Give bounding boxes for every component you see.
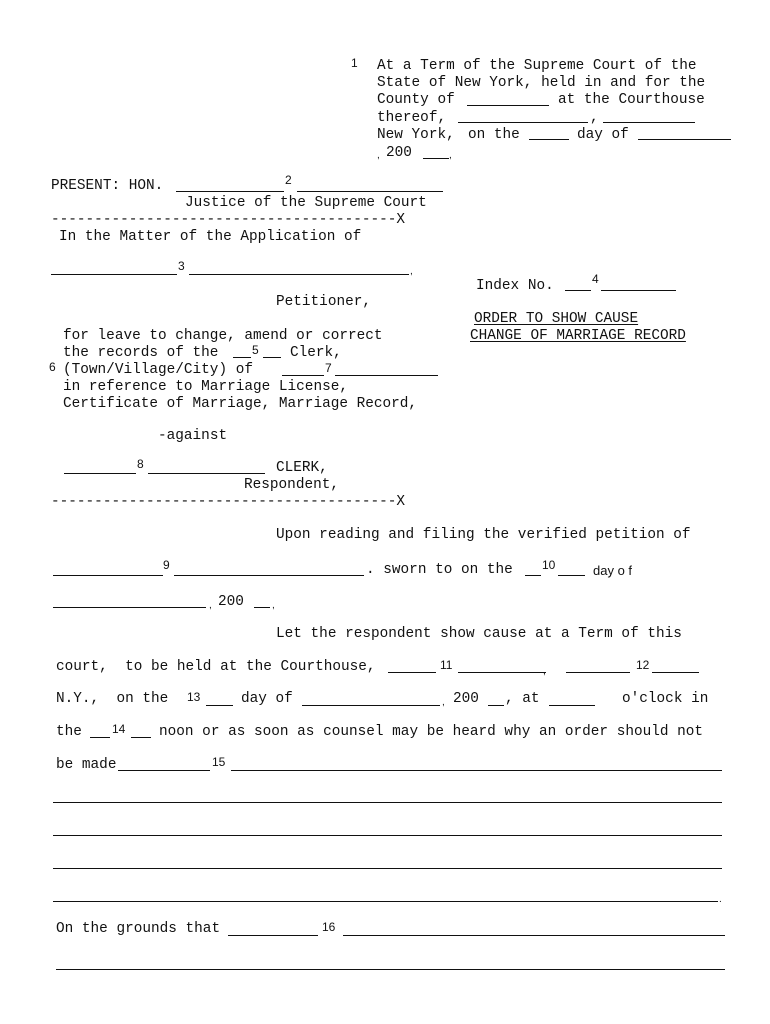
sworn-day-blank-1[interactable] (525, 575, 541, 576)
hearing-at-label: , at (505, 691, 540, 707)
grounds-label: On the grounds that (56, 921, 221, 937)
header-year-comma-2: , (449, 150, 452, 161)
hearing-year-label: 200 (453, 691, 479, 707)
field-marker-13: 13 (187, 690, 201, 704)
field-marker-3: 3 (178, 259, 185, 273)
upon-reading-line: Upon reading and filing the verified petition of (276, 527, 691, 543)
index-blank-2[interactable] (601, 290, 676, 291)
hearing-day-of-label: day of (241, 691, 293, 707)
sworn-day-blank-2[interactable] (558, 575, 585, 576)
applicant-blank-1[interactable] (51, 274, 177, 275)
field-marker-15: 15 (212, 755, 226, 769)
field-marker-4: 4 (592, 272, 599, 286)
relief-blank-1[interactable] (118, 770, 210, 771)
header-year-label: 200 (386, 145, 412, 161)
day-blank[interactable] (529, 139, 569, 140)
index-blank-1[interactable] (565, 290, 591, 291)
sworn-month-comma: , (209, 600, 212, 611)
against-label: -against (158, 428, 228, 444)
header-thereof-comma: , (590, 110, 599, 126)
let-respondent-line: Let the respondent show cause at a Term of this (276, 626, 682, 642)
sworn-year-blank[interactable] (254, 607, 270, 608)
hearing-month-comma: , (442, 697, 445, 708)
field-marker-6: 6 (49, 360, 56, 374)
field-marker-1: 1 (351, 56, 358, 70)
justice-name-blank-2[interactable] (297, 191, 443, 192)
petitioner-name-blank-2[interactable] (174, 575, 364, 576)
ny-on-the-label: N.Y., on the (56, 691, 169, 707)
header-line-2: State of New York, held in and for the (377, 75, 706, 91)
relief-line-2[interactable] (53, 802, 722, 803)
sworn-month-blank[interactable] (53, 607, 206, 608)
grounds-blank-1[interactable] (228, 935, 318, 936)
town-label: (Town/Village/City) of (63, 362, 253, 378)
clerk-type-blank-2[interactable] (263, 357, 281, 358)
caption-divider-bottom: ----------------------------------------X (51, 494, 406, 510)
header-county-label: County of (377, 92, 455, 108)
field-marker-14: 14 (112, 722, 126, 736)
header-day-of-label: day of (577, 127, 629, 143)
courthouse-comma: , (543, 666, 546, 677)
respondent-label: Respondent, (244, 477, 339, 493)
month-blank[interactable] (638, 139, 731, 140)
header-thereof-label: thereof, (377, 110, 447, 126)
grounds-line-2[interactable] (56, 969, 725, 970)
respondent-blank-2[interactable] (148, 473, 265, 474)
relief-line-4[interactable] (53, 868, 722, 869)
field-marker-10: 10 (542, 558, 556, 572)
court-held-label: court, to be held at the Courthouse, (56, 659, 376, 675)
applicant-blank-2[interactable] (189, 274, 409, 275)
field-marker-2: 2 (285, 173, 292, 187)
hearing-day-blank[interactable] (206, 705, 233, 706)
header-on-the-label: on the (468, 127, 520, 143)
index-label: Index No. (476, 278, 554, 294)
thereof-blank-2[interactable] (603, 122, 695, 123)
county-blank[interactable] (467, 105, 549, 106)
sworn-label: . sworn to on the (366, 562, 513, 578)
sworn-day-of-label: day o f (593, 563, 633, 578)
thereof-blank-1[interactable] (458, 122, 588, 123)
noon-blank-2[interactable] (131, 737, 151, 738)
records-label: the records of the (63, 345, 219, 361)
hearing-time-blank[interactable] (549, 705, 595, 706)
order-title-line-2: CHANGE OF MARRIAGE RECORD (470, 328, 686, 344)
oclock-label: o'clock in (622, 691, 709, 707)
relief-period: . (719, 894, 722, 905)
year-blank[interactable] (423, 158, 449, 159)
town-blank-2[interactable] (335, 375, 438, 376)
matter-line: In the Matter of the Application of (59, 229, 362, 245)
noon-blank-1[interactable] (90, 737, 110, 738)
city-blank-1[interactable] (566, 672, 630, 673)
field-marker-8: 8 (137, 457, 144, 471)
certificate-line: Certificate of Marriage, Marriage Record, (63, 396, 418, 412)
courthouse-blank-1[interactable] (388, 672, 436, 673)
relief-blank-2[interactable] (231, 770, 722, 771)
header-courthouse-label: at the Courthouse (558, 92, 705, 108)
reference-line: in reference to Marriage License, (63, 379, 348, 395)
applicant-comma: , (410, 266, 413, 277)
field-marker-12: 12 (636, 658, 650, 672)
city-blank-2[interactable] (652, 672, 699, 673)
field-marker-7: 7 (325, 361, 332, 375)
hearing-year-blank[interactable] (488, 705, 504, 706)
present-label: PRESENT: HON. (51, 178, 164, 194)
field-marker-5: 5 (252, 343, 259, 357)
grounds-blank-2[interactable] (343, 935, 725, 936)
petitioner-name-blank-1[interactable] (53, 575, 163, 576)
courthouse-blank-2[interactable] (458, 672, 546, 673)
field-marker-16: 16 (322, 920, 336, 934)
relief-line-5[interactable] (53, 901, 718, 902)
caption-divider-top: ----------------------------------------X (51, 212, 406, 228)
header-line-1: At a Term of the Supreme Court of the (377, 58, 697, 74)
justice-title: Justice of the Supreme Court (185, 195, 427, 211)
order-title-line-1: ORDER TO SHOW CAUSE (474, 311, 639, 327)
sworn-year-label: 200 (218, 594, 244, 610)
respondent-blank-1[interactable] (64, 473, 136, 474)
town-blank-1[interactable] (282, 375, 324, 376)
clerk-label: Clerk, (290, 345, 342, 361)
be-made-label: be made (56, 757, 117, 773)
relief-line-3[interactable] (53, 835, 722, 836)
header-newyork-label: New York, (377, 127, 455, 143)
petitioner-label: Petitioner, (276, 294, 371, 310)
clerk-type-blank-1[interactable] (233, 357, 251, 358)
noon-line: noon or as soon as counsel may be heard why an order should not (159, 724, 704, 740)
clerk-respondent-label: CLERK, (276, 460, 328, 476)
the-label: the (56, 724, 82, 740)
field-marker-11: 11 (440, 658, 453, 672)
field-marker-9: 9 (163, 558, 170, 572)
header-year-comma: , (377, 150, 380, 161)
hearing-month-blank[interactable] (302, 705, 440, 706)
sworn-year-comma: , (272, 600, 275, 611)
justice-name-blank-1[interactable] (176, 191, 284, 192)
leave-line: for leave to change, amend or correct (63, 328, 383, 344)
